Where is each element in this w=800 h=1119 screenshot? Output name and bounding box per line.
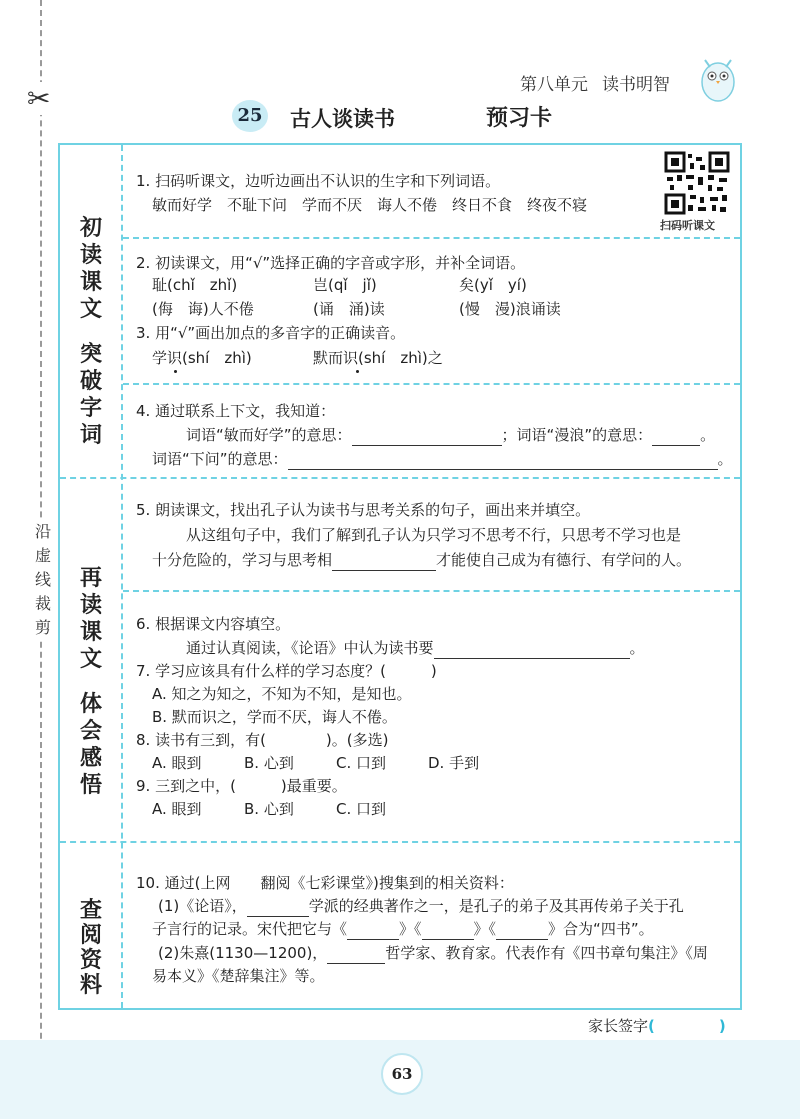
lesson-number: 25 (232, 100, 268, 132)
pinyin-choice-chi[interactable]: 耻(chǐ zhǐ) (152, 276, 238, 294)
question-9-option-b[interactable]: B. 心到 (244, 800, 294, 818)
scissors-icon: ✂ (27, 82, 51, 115)
question-8-option-d[interactable]: D. 手到 (428, 754, 480, 772)
question-divider (123, 383, 740, 385)
question-10-para-1-line-1: (1)《论语》， 学派的经典著作之一，是孔子的弟子及其再传弟子关于孔 (158, 897, 684, 915)
character-choice-hui[interactable]: (侮 诲)人不倦 (152, 300, 254, 318)
card-title: 预习卡 (486, 106, 553, 131)
answer-blank[interactable] (288, 453, 718, 470)
answer-blank[interactable] (332, 554, 436, 571)
question-5-prompt: 5. 朗读课文，找出孔子认为读书与思考关系的句子，画出来并填空。 (136, 501, 591, 519)
emphasis-dot (174, 370, 177, 373)
page-number: 63 (381, 1053, 423, 1095)
cut-instruction: 沿 虚 线 裁 剪 (33, 520, 53, 640)
question-10-para-1-line-2: 子言行的记录。宋代把它与《 》《 》《 》合为“四书”。 (152, 920, 654, 938)
question-3-prompt: 3. 用“√”画出加点的多音字的正确读音。 (136, 324, 406, 342)
question-divider (123, 237, 740, 239)
question-10-para-2-line-1: (2)朱熹(1130—1200)， 哲学家、教育家。代表作有《四书章句集注》《周 (158, 944, 708, 962)
question-9-option-c[interactable]: C. 口到 (336, 800, 387, 818)
answer-blank[interactable] (352, 429, 502, 446)
question-4-prompt: 4. 通过联系上下文，我知道： (136, 402, 336, 420)
question-2-prompt: 2. 初读课文，用“√”选择正确的字音或字形，并补全词语。 (136, 254, 526, 272)
parent-signature[interactable]: 家长签字( ) (588, 1017, 726, 1035)
question-6-line-1: 通过认真阅读，《论语》中认为读书要 。 (186, 639, 645, 657)
qr-code-icon[interactable] (664, 151, 730, 215)
section-label-second-reading: 再 读 课 文 体 会 感 悟 (79, 566, 102, 798)
answer-blank[interactable] (434, 642, 630, 659)
parent-signature-label: 家长签字 (588, 1017, 649, 1035)
qr-caption: 扫码听课文 (660, 219, 715, 232)
question-1-prompt: 1. 扫码听课文，边听边画出不认识的生字和下列词语。 (136, 172, 501, 190)
question-1-words: 敏而好学 不耻下问 学而不厌 诲人不倦 终日不食 终夜不寝 (152, 196, 588, 214)
unit-theme: 读书明智 (602, 75, 670, 95)
column-divider (121, 145, 123, 1008)
question-8-option-c[interactable]: C. 口到 (336, 754, 387, 772)
question-9-option-a[interactable]: A. 眼到 (152, 800, 202, 818)
answer-blank[interactable] (652, 429, 700, 446)
pinyin-choice-yi[interactable]: 矣(yǐ yí) (459, 276, 527, 294)
question-9-prompt: 9. 三到之中，( )最重要。 (136, 777, 347, 795)
unit-heading (520, 70, 684, 95)
lesson-title: 古人谈读书 (290, 106, 395, 131)
question-10-prompt: 10. 通过(上网 翻阅《七彩课堂》)搜集到的相关资料： (136, 874, 514, 892)
answer-blank[interactable] (496, 923, 548, 940)
question-divider (123, 590, 740, 592)
answer-blank[interactable] (422, 923, 474, 940)
character-choice-man[interactable]: (慢 漫)浪诵读 (459, 300, 561, 318)
question-10-para-2-line-2: 易本义》《楚辞集注》等。 (152, 967, 325, 985)
section-divider (60, 841, 740, 843)
character-choice-song[interactable]: (诵 涌)读 (313, 300, 385, 318)
section-divider (60, 477, 740, 479)
answer-blank[interactable] (347, 923, 399, 940)
polyphone-choice-b[interactable]: 默而识(shí zhì)之 (313, 349, 443, 367)
question-4-line-2: 词语“下问”的意思： 。 (152, 450, 733, 468)
question-8-option-a[interactable]: A. 眼到 (152, 754, 202, 772)
polyphone-choice-a[interactable]: 学识(shí zhì) (152, 349, 252, 367)
answer-blank[interactable] (327, 947, 385, 964)
question-5-line-2: 十分危险的，学习与思考相 才能使自己成为有德行、有学问的人。 (152, 551, 692, 569)
section-label-first-reading: 初 读 课 文 突 破 字 词 (79, 216, 102, 448)
unit-label: 第八单元 (520, 75, 588, 95)
question-5-line-1: 从这组句子中，我们了解到孔子认为只学习不思考不行，只思考不学习也是 (186, 526, 682, 544)
pinyin-choice-qi[interactable]: 岂(qǐ jǐ) (313, 276, 377, 294)
question-7-option-b[interactable]: B. 默而识之，学而不厌，诲人不倦。 (152, 708, 397, 726)
question-8-prompt: 8. 读书有三到，有( )。(多选) (136, 731, 389, 749)
question-6-prompt: 6. 根据课文内容填空。 (136, 615, 291, 633)
answer-blank[interactable] (247, 900, 309, 917)
question-7-option-a[interactable]: A. 知之为知之，不知为不知，是知也。 (152, 685, 412, 703)
emphasis-dot (356, 370, 359, 373)
section-label-research: 查阅 资料 (79, 898, 102, 998)
question-4-line-1: 词语“敏而好学”的意思： ；词语“漫浪”的意思： 。 (186, 426, 716, 444)
owl-mascot-icon (697, 52, 739, 104)
question-7-prompt: 7. 学习应该具有什么样的学习态度？( ) (136, 662, 437, 680)
question-8-option-b[interactable]: B. 心到 (244, 754, 294, 772)
